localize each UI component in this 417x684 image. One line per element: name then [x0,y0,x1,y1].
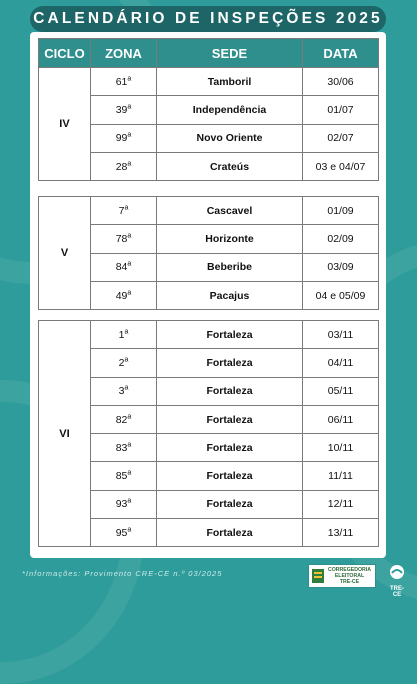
sede-cell: Fortaleza [157,490,303,518]
data-cell: 05/11 [303,377,379,405]
corregedoria-logo [308,564,376,588]
header-zona: ZONA [91,39,157,68]
zona-cell: 7$^a$ [91,197,157,225]
data-cell: 01/09 [303,197,379,225]
zona-cell: 49$^a$ [91,281,157,309]
sede-cell: Novo Oriente [157,124,303,152]
sede-cell: Crateús [157,152,303,180]
data-cell: 30/06 [303,68,379,96]
zona-cell: 28$^a$ [91,152,157,180]
sede-cell: Fortaleza [157,462,303,490]
header-ciclo: CICLO [39,39,91,68]
sede-cell: Fortaleza [157,377,303,405]
data-cell: 03/11 [303,321,379,349]
data-cell: 03/09 [303,253,379,281]
data-cell: 13/11 [303,519,379,547]
sede-cell: Pacajus [157,281,303,309]
tre-ce-label: TRE-CE [390,586,404,598]
tre-emblem-icon [388,564,406,580]
ciclo-cell: VI [39,321,91,547]
data-cell: 06/11 [303,405,379,433]
header-data: DATA [303,39,379,68]
page-title: CALENDÁRIO DE INSPEÇÕES 2025 [30,6,386,32]
corregedoria-emblem-icon [311,567,325,585]
table-row [39,321,379,349]
data-cell: 04/11 [303,349,379,377]
zona-cell: 78$^a$ [91,225,157,253]
cycle-table-v [38,196,379,310]
zona-cell: 61$^a$ [91,68,157,96]
sede-cell: Fortaleza [157,349,303,377]
sede-cell: Fortaleza [157,405,303,433]
zona-cell: 99$^a$ [91,124,157,152]
zona-cell: 82$^a$ [91,405,157,433]
data-cell: 01/07 [303,96,379,124]
sede-cell: Tamboril [157,68,303,96]
cycle-table-vi [38,320,379,547]
sede-cell: Fortaleza [157,519,303,547]
sede-cell: Beberibe [157,253,303,281]
data-cell: 11/11 [303,462,379,490]
data-cell: 03 e 04/07 [303,152,379,180]
zona-cell: 39$^a$ [91,96,157,124]
zona-cell: 83$^a$ [91,434,157,462]
sede-cell: Fortaleza [157,434,303,462]
data-cell: 02/09 [303,225,379,253]
table-row [39,197,379,225]
zona-cell: 1$^a$ [91,321,157,349]
zona-cell: 85$^a$ [91,462,157,490]
footnote: *Informações: Provimento CRE-CE n.º 03/2025 [22,569,223,578]
ciclo-cell: IV [39,68,91,181]
sede-cell: Fortaleza [157,321,303,349]
logo-text: CORREGEDORIA ELEITORAL TRE-CE [328,567,371,585]
zona-cell: 84$^a$ [91,253,157,281]
zona-cell: 3$^a$ [91,377,157,405]
data-cell: 02/07 [303,124,379,152]
tre-ce-logo [386,564,408,598]
zona-cell: 2$^a$ [91,349,157,377]
zona-cell: 93$^a$ [91,490,157,518]
cycle-table-iv [38,38,379,181]
ciclo-cell: V [39,197,91,310]
data-cell: 12/11 [303,490,379,518]
data-cell: 04 e 05/09 [303,281,379,309]
sede-cell: Horizonte [157,225,303,253]
sede-cell: Independência [157,96,303,124]
zona-cell: 95$^a$ [91,519,157,547]
header-sede: SEDE [157,39,303,68]
table-row [39,68,379,96]
calendar-panel [30,32,386,558]
sede-cell: Cascavel [157,197,303,225]
data-cell: 10/11 [303,434,379,462]
